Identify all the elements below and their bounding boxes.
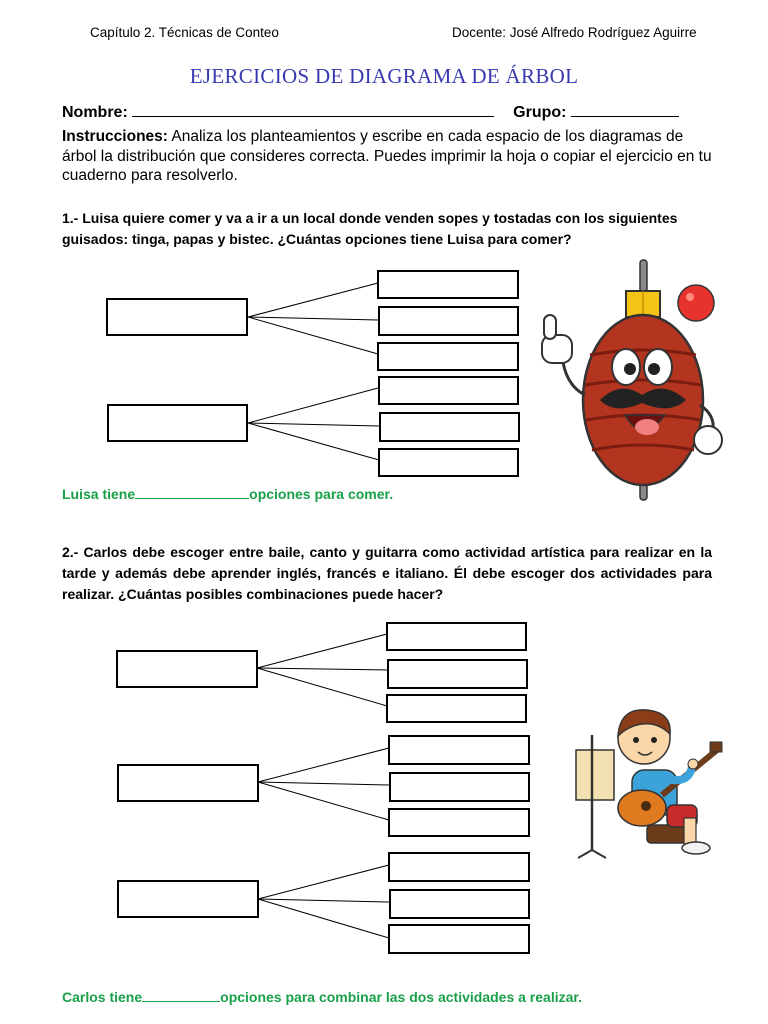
instructions-text: Analiza los planteamientos y escribe en cada espacio de los diagramas de árbol la distribución que consideres correcta. Puedes imprimir la hoja o copiar el ejercicio en tu cuaderno para resolverlo. xyxy=(62,128,712,184)
ex2-leaf-box-7[interactable] xyxy=(388,852,530,882)
ex2-root-box-2[interactable] xyxy=(117,764,259,802)
ex2-root-box-1[interactable] xyxy=(116,650,258,688)
ex2-leaf-box-8[interactable] xyxy=(389,889,530,919)
instructions-label: Instrucciones: xyxy=(62,128,168,145)
teacher-header: Docente: José Alfredo Rodríguez Aguirre xyxy=(452,25,697,40)
ex1-leaf-box-4[interactable] xyxy=(378,376,519,405)
ex1-leaf-box-5[interactable] xyxy=(379,412,520,442)
ex2-leaf-box-9[interactable] xyxy=(388,924,530,954)
ex1-leaf-box-1[interactable] xyxy=(377,270,519,299)
ex1-leaf-box-6[interactable] xyxy=(378,448,519,477)
taco-al-pastor-illustration xyxy=(530,255,730,505)
exercise-1-question: 1.- Luisa quiere comer y va a ir a un local donde venden sopes y tostadas con los siguientes guisados: tinga, papas y bistec. ¿Cuántas opciones tiene Luisa para comer? xyxy=(62,210,678,247)
exercise-2-answer-field[interactable] xyxy=(142,988,220,1002)
ex2-leaf-box-6[interactable] xyxy=(388,808,530,837)
exercise-1-answer-suffix: opciones para comer. xyxy=(249,486,394,502)
name-label: Nombre: xyxy=(62,104,128,121)
exercise-2-question: 2.- Carlos debe escoger entre baile, canto y guitarra como actividad artística para realizar en la tarde y además debe aprender inglés, francés e italiano. Él debe escoger dos actividades para realizar. ¿Cuántas posibles combinaciones puede hacer? xyxy=(62,544,712,602)
ex2-leaf-box-1[interactable] xyxy=(386,622,527,651)
exercise-2-answer-prefix: Carlos tiene xyxy=(62,989,143,1005)
ex1-leaf-box-2[interactable] xyxy=(378,306,519,336)
ex1-leaf-box-3[interactable] xyxy=(377,342,519,371)
chapter-header: Capítulo 2. Técnicas de Conteo xyxy=(90,25,279,40)
ex2-root-box-3[interactable] xyxy=(117,880,259,918)
boy-guitar-illustration xyxy=(572,700,724,860)
ex2-leaf-box-4[interactable] xyxy=(388,735,530,765)
exercise-1-answer-prefix: Luisa tiene xyxy=(62,486,136,502)
ex2-leaf-box-5[interactable] xyxy=(389,772,530,802)
page-title: EJERCICIOS DE DIAGRAMA DE ÁRBOL xyxy=(189,64,579,88)
exercise-2-answer xyxy=(62,988,582,1005)
ex1-root-box-1[interactable] xyxy=(106,298,248,336)
exercise-1-answer-field[interactable] xyxy=(135,485,249,499)
ex1-root-box-2[interactable] xyxy=(107,404,248,442)
exercise-2-answer-suffix: opciones para combinar las dos actividades a realizar. xyxy=(220,989,582,1005)
group-label: Grupo: xyxy=(513,104,567,121)
exercise-1-answer xyxy=(62,485,393,502)
ex2-leaf-box-3[interactable] xyxy=(386,694,527,723)
ex2-leaf-box-2[interactable] xyxy=(387,659,528,689)
